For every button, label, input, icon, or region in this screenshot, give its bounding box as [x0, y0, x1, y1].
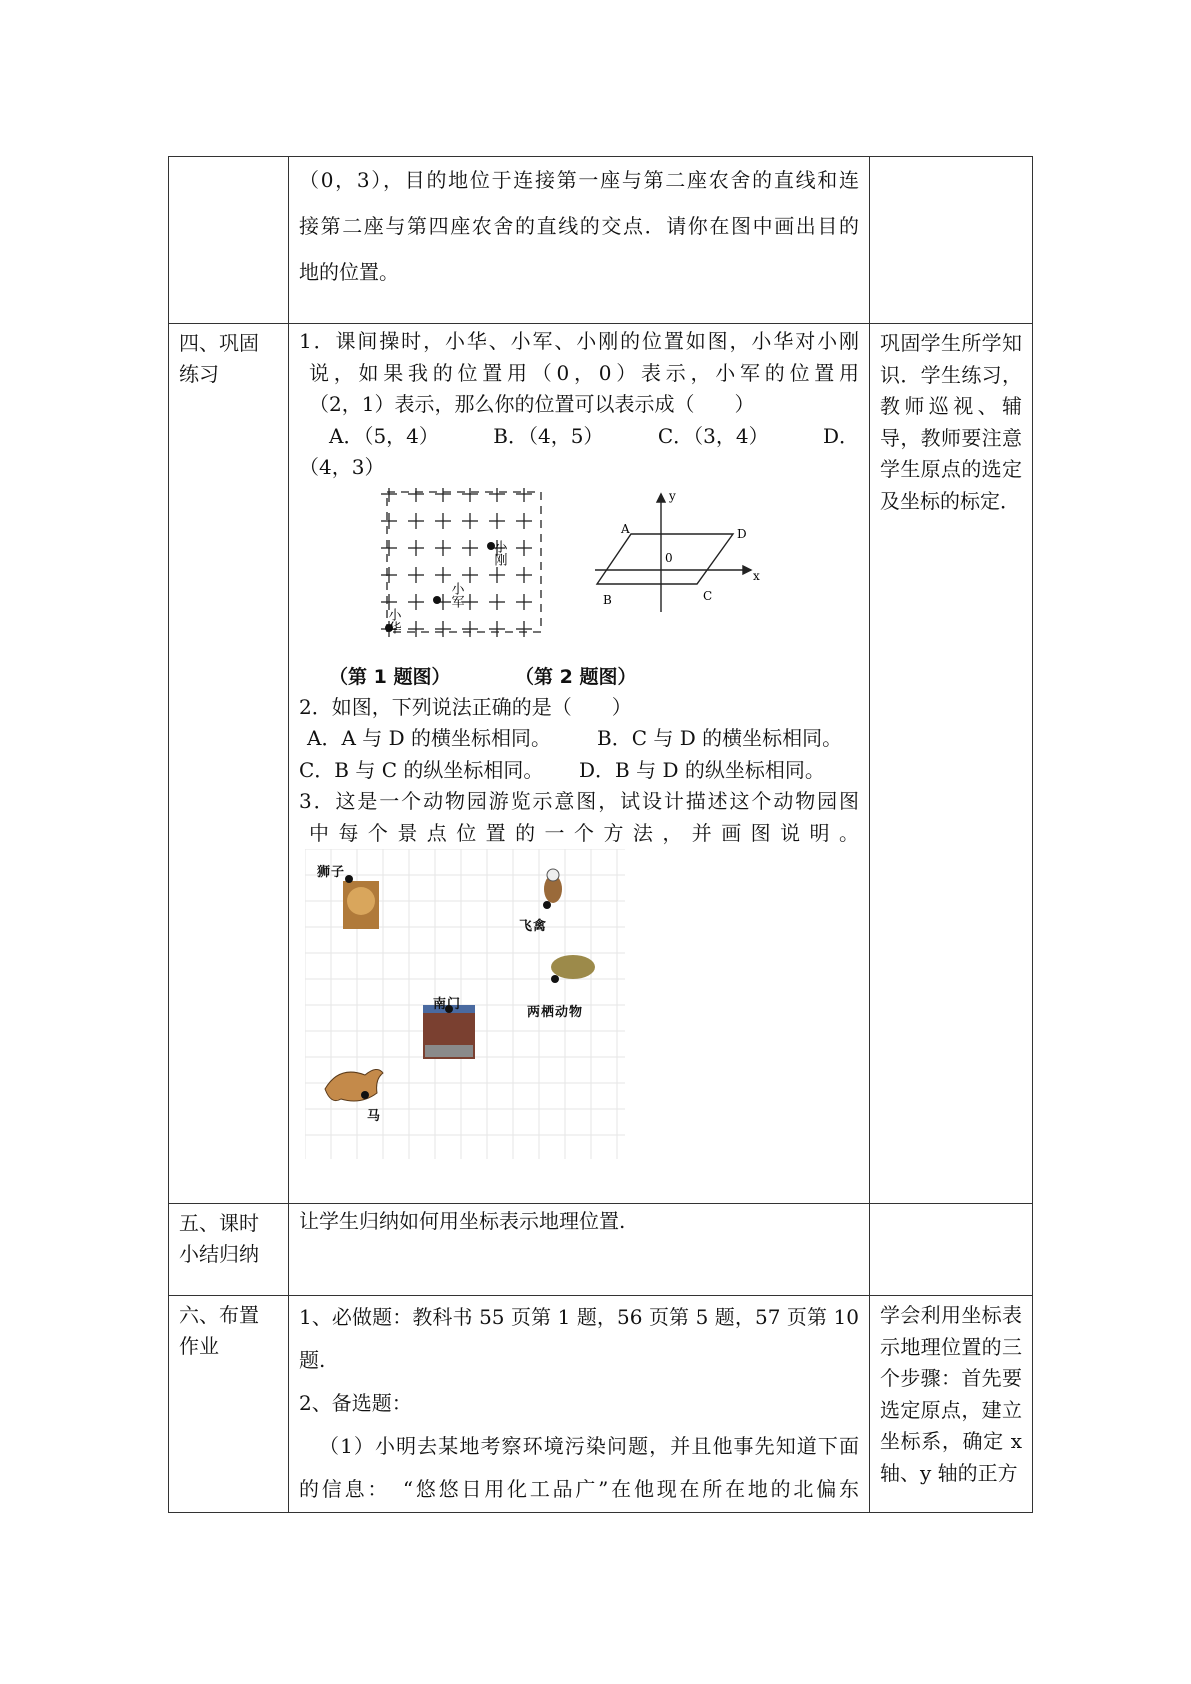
fig1-grid	[379, 488, 549, 648]
zoo-label-frog: 两栖动物	[527, 1005, 584, 1020]
hw-line: （1）小明去某地考察环境污染问题，并且他事先知道下面	[319, 1434, 859, 1458]
table-row	[169, 1296, 1033, 1513]
q1-option-a: A．（5，4）	[329, 423, 439, 448]
fig2-coordinate	[591, 488, 771, 618]
table-row	[169, 1204, 1033, 1296]
zoo-map	[305, 849, 625, 1159]
zoo-label-horse: 马	[367, 1109, 382, 1124]
fig2-point-c: C	[703, 588, 713, 603]
q2-option-a: A．A 与 D 的横坐标相同。	[307, 726, 551, 750]
lesson-plan-table	[168, 156, 1033, 1513]
q3-line: 中每个景点位置的一个方法，并画图说明。	[309, 820, 859, 845]
content-cell	[289, 157, 870, 324]
q1-line: （2，1）表示，那么你的位置可以表示成（ ）	[309, 392, 755, 416]
note-text: 学会利用坐标表示地理位置的三个步骤：首先要选定原点，建立坐标系，确定 x 轴、y 轴的正方	[880, 1303, 1022, 1485]
stage-cell	[169, 324, 289, 1204]
q1-line: 1．课间操时，小华、小军、小刚的位置如图，小华对小刚	[299, 329, 859, 353]
fig2-origin: 0	[665, 550, 673, 565]
q1-line: 说，如果我的位置用（0，0）表示，小军的位置用	[309, 360, 859, 385]
note-cell	[870, 1296, 1033, 1513]
fig1-label-hua: 小华	[385, 607, 401, 634]
q2-option-b: B．C 与 D 的横坐标相同。	[597, 726, 843, 750]
q2-stem: 2．如图，下列说法正确的是（ ）	[299, 694, 632, 719]
text-line: 地的位置。	[299, 260, 399, 284]
fig2-point-b: B	[603, 592, 612, 607]
stage-label: 四、巩固练习	[179, 331, 259, 386]
table-row	[169, 157, 1033, 324]
stage-cell-empty	[169, 157, 289, 324]
q3-line: 3．这是一个动物园游览示意图，试设计描述这个动物园图	[299, 789, 859, 813]
stage-label: 五、课时小结归纳	[179, 1211, 259, 1266]
note-cell-empty	[870, 1204, 1033, 1296]
hw-line: 题.	[299, 1348, 326, 1372]
content-cell	[289, 324, 870, 1204]
q2-option-d: D．B 与 D 的纵坐标相同。	[579, 757, 825, 782]
zoo-label-gate: 南门	[433, 997, 462, 1012]
text-line: （0，3），目的地位于连接第一座与第二座农舍的直线和连	[299, 168, 859, 192]
text-line: 接第二座与第四座农舍的直线的交点．请你在图中画出目的	[299, 214, 859, 238]
fig2-y-label: y	[669, 488, 676, 503]
fig1-caption: （第 1 题图）	[329, 665, 451, 688]
hw-line: 1、必做题：教科书 55 页第 1 题，56 页第 5 题，57 页第 10	[299, 1305, 859, 1329]
q2-options-row1	[299, 723, 859, 755]
q1-option-d-cont: （4，3）	[299, 455, 385, 479]
fig2-x-label: x	[753, 568, 760, 583]
stage-label: 六、布置作业	[179, 1303, 259, 1358]
figure-row	[299, 484, 859, 662]
figure-captions	[299, 662, 859, 692]
zoo-label-bird: 飞禽	[519, 919, 548, 934]
q1-option-c: C．（3，4）	[657, 423, 769, 448]
stage-cell	[169, 1296, 289, 1513]
fig1-label-gang: 小刚	[491, 539, 507, 566]
zoo-label-lion: 狮子	[317, 865, 346, 880]
table-row	[169, 324, 1033, 1204]
q1-option-d: D．	[822, 423, 859, 448]
fig2-point-a: A	[621, 521, 630, 536]
note-cell-empty	[870, 157, 1033, 324]
q2-option-c: C．B 与 C 的纵坐标相同。	[299, 757, 544, 782]
content-cell	[289, 1296, 870, 1513]
note-cell	[870, 324, 1033, 1204]
content-cell	[289, 1204, 870, 1296]
stage-cell	[169, 1204, 289, 1296]
q1-option-b: B．（4，5）	[493, 423, 604, 448]
hw-line: 的信息： “悠悠日用化工品广”在他现在所在地的北偏东	[299, 1477, 859, 1501]
note-text: 巩固学生所学知识．学生练习，教师巡视、辅导，教师要注意学生原点的选定及坐标的标定．	[880, 331, 1022, 513]
q2-options-row2	[299, 755, 859, 787]
fig2-point-d: D	[737, 526, 747, 541]
hw-line: 2、备选题：	[299, 1391, 412, 1415]
fig2-caption: （第 2 题图）	[515, 665, 637, 688]
fig1-label-jun: 小军	[448, 581, 464, 608]
summary-text: 让学生归纳如何用坐标表示地理位置.	[299, 1209, 626, 1233]
q1-options	[299, 421, 859, 453]
